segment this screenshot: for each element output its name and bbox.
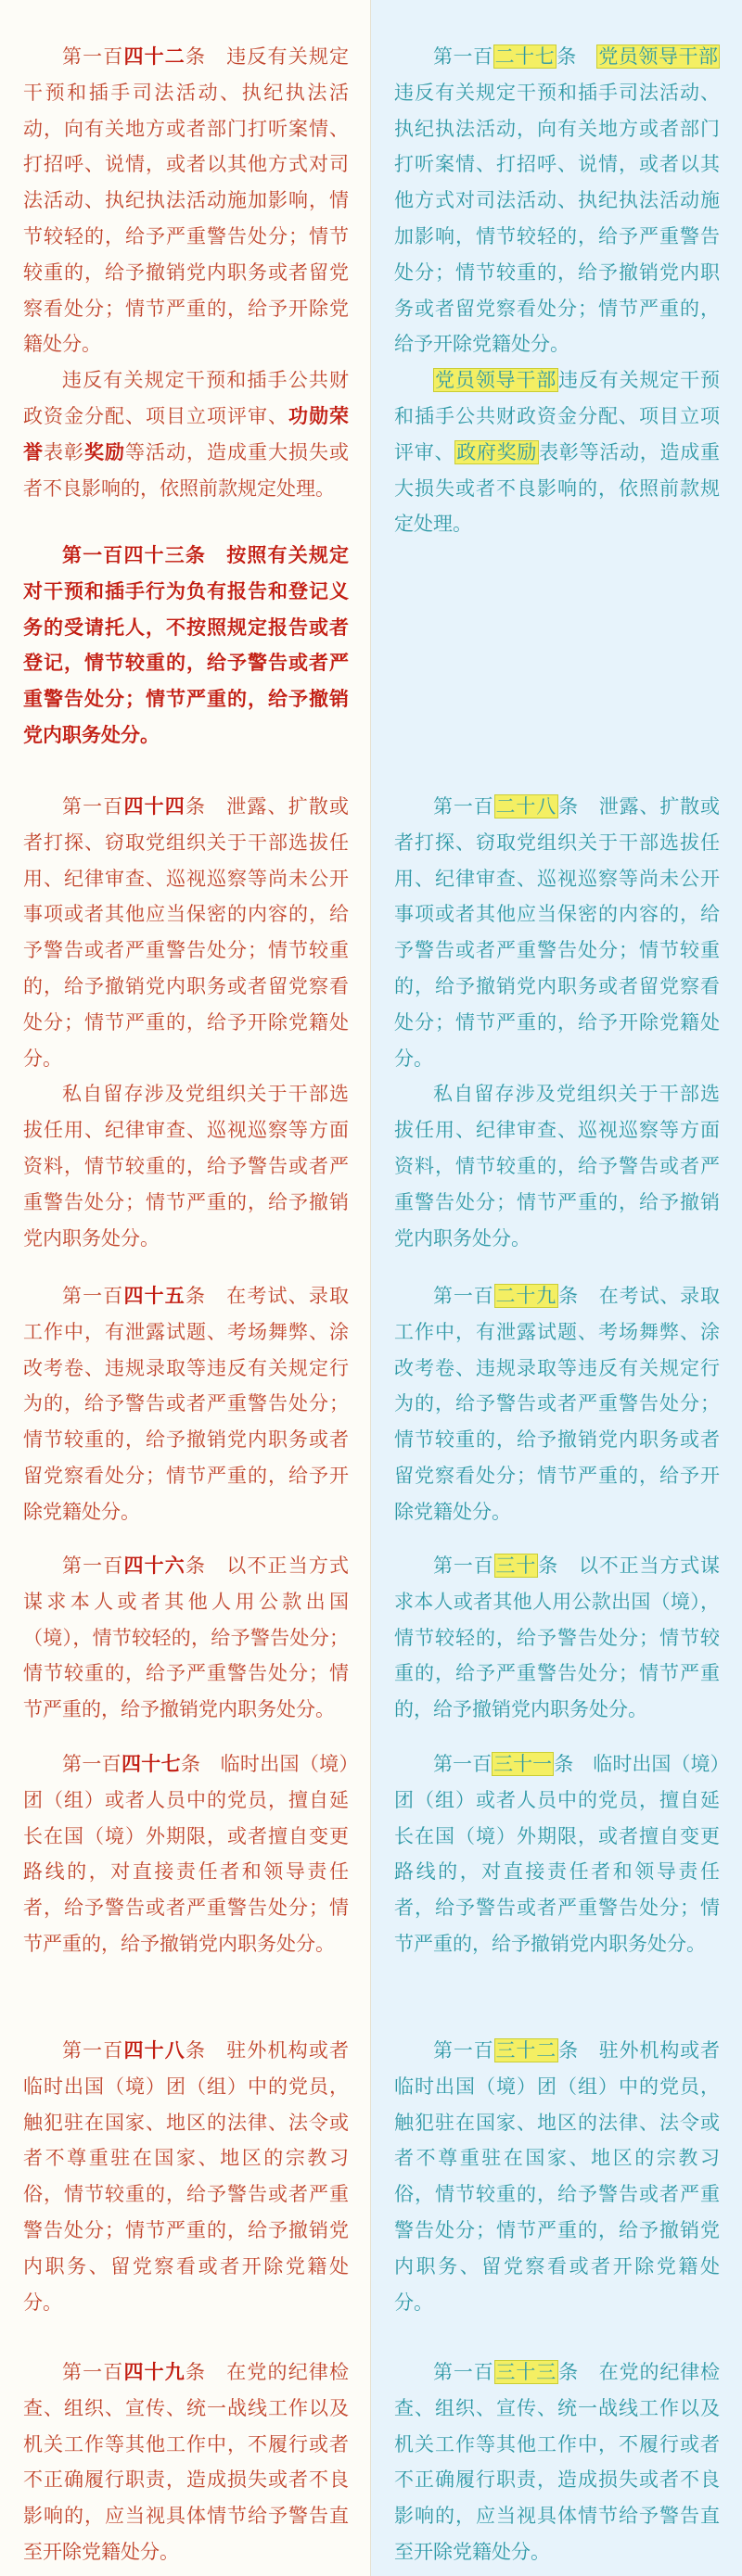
article-text: 等活动，造成重大损失或者不良影响的，依照前款规定处理。 xyxy=(23,440,349,500)
article-prefix: 第一百 xyxy=(433,1285,494,1307)
article-text: 条 违反有关规定干预和插手司法活动、执纪执法活动，向有关地方或者部门打听案情、打招呼、说情，或者以其他方式对司法活动、执纪执法活动施加影响，情节较轻的，给予严重警告处分；情节较重的，给予撤销党内职务或者留党察看处分；情节严重的，给予开除党籍处分。 xyxy=(23,45,350,356)
article-148 xyxy=(0,2033,371,2320)
article-132 xyxy=(371,2033,742,2320)
highlighted-article-number: 三十 xyxy=(495,1554,537,1577)
article-146 xyxy=(0,1548,371,1728)
highlighted-article-number: 三十二 xyxy=(495,2039,557,2062)
article-128 xyxy=(371,789,742,1256)
article-133 xyxy=(371,2354,742,2570)
article-132-para-1 xyxy=(394,2033,720,2320)
changed-term: 功勋荣誉 xyxy=(23,404,349,463)
highlighted-article-number: 二十七 xyxy=(494,45,556,68)
article-prefix: 第一百 xyxy=(62,45,124,68)
article-prefix: 第一百 xyxy=(62,2361,124,2383)
article-text: 条 以不正当方式谋求本人或者其他人用公款出国（境），情节较轻的，给予警告处分；情节较重的，给予严重警告处分；情节严重的，给予撤销党内职务处分。 xyxy=(394,1554,721,1721)
article-145-para-1 xyxy=(23,1278,349,1530)
article-130 xyxy=(371,1548,742,1728)
article-145 xyxy=(0,1278,371,1530)
article-149-para-1 xyxy=(23,2354,349,2570)
article-number: 四十四 xyxy=(123,795,186,818)
article-text: 条 驻外机构或者临时出国（境）团（组）中的党员，触犯驻在国家、地区的法律、法令或者不尊重驻在国家、地区的宗教习俗，情节较重的，给予警告或者严重警告处分；情节严重的，给予撤销党内职务、留党察看或者开除党籍处分。 xyxy=(23,2039,350,2314)
article-text: 条 泄露、扩散或者打探、窃取党组织关于干部选拔任用、纪律审查、巡视巡察等尚未公开事项或者其他应当保密的内容的，给予警告或者严重警告处分；情节较重的，给予撤销党内职务或者留党察看处分；情节严重的，给予开除党籍处分。 xyxy=(394,795,721,1070)
article-text: 违反有关规定干预和插手公共财政资金分配、项目立项评审、 xyxy=(394,369,721,463)
highlighted-term: 党员领导干部 xyxy=(598,45,719,68)
article-prefix: 第一百 xyxy=(433,1554,494,1577)
article-144-para-1 xyxy=(23,789,349,1076)
article-text: 表彰等活动，造成重大损失或者不良影响的，依照前款规定处理。 xyxy=(394,440,721,536)
highlighted-article-number: 二十九 xyxy=(495,1285,557,1307)
article-133-para-1 xyxy=(394,2354,720,2570)
article-129 xyxy=(371,1278,742,1530)
article-number: 四十八 xyxy=(123,2039,186,2062)
article-text: 条 驻外机构或者临时出国（境）团（组）中的党员，触犯驻在国家、地区的法律、法令或者不尊重驻在国家、地区的宗教习俗，情节较重的，给予警告或者严重警告处分；情节严重的，给予撤销党内职务、留党察看或者开除党籍处分。 xyxy=(394,2039,721,2314)
article-text: 违反有关规定干预和插手司法活动、执纪执法活动，向有关地方或者部门打听案情、打招呼、说情，或者以其他方式对司法活动、执纪执法活动施加影响，情节较轻的，给予严重警告处分；情节较重的，给予撤销党内职务或者留党察看处分；情节严重的，给予开除党籍处分。 xyxy=(394,81,720,356)
article-text: 条 泄露、扩散或者打探、窃取党组织关于干部选拔任用、纪律审查、巡视巡察等尚未公开事项或者其他应当保密的内容的，给予警告或者严重警告处分；情节较重的，给予撤销党内职务或者留党察看处分；情节严重的，给予开除党籍处分。 xyxy=(23,795,350,1070)
article-number: 四十二 xyxy=(123,45,186,68)
article-prefix: 第一百 xyxy=(433,1753,493,1775)
article-146-para-1 xyxy=(23,1548,349,1728)
article-143 xyxy=(0,538,371,754)
article-text: 条 临时出国（境）团（组）或者人员中的党员，擅自延长在国（境）外期限，或者擅自变更路线的，对直接责任者和领导责任者，给予警告或者严重警告处分；情节严重的，给予撤销党内职务处分。 xyxy=(23,1753,350,1955)
article-131-para-1 xyxy=(394,1746,720,1962)
article-142-para-2 xyxy=(23,362,349,506)
article-prefix: 第一百 xyxy=(433,795,494,818)
article-number: 四十九 xyxy=(123,2361,186,2383)
article-127 xyxy=(371,39,742,542)
new-article-text: 第一百四十三条 按照有关规定对干预和插手行为负有报告和登记义务的受请托人，不按照规定报告或者登记，情节较重的，给予警告或者严重警告处分；情节严重的，给予撤销党内职务处分。 xyxy=(23,544,349,746)
article-number: 四十五 xyxy=(123,1285,186,1307)
article-147-para-1 xyxy=(23,1746,349,1962)
article-142 xyxy=(0,39,371,506)
article-128-para-2: 私自留存涉及党组织关于干部选拔任用、纪律审查、巡视巡察等方面资料，情节较重的，给予警告或者严重警告处分；情节严重的，给予撤销党内职务处分。 xyxy=(394,1083,720,1250)
highlighted-term: 政府奖励 xyxy=(456,440,538,463)
article-text: 条 临时出国（境）团（组）或者人员中的党员，擅自延长在国（境）外期限，或者擅自变更路线的，对直接责任者和领导责任者，给予警告或者严重警告处分；情节严重的，给予撤销党内职务处分。 xyxy=(394,1753,721,1955)
article-text: 条 在考试、录取工作中，有泄露试题、考场舞弊、涂改考卷、违规录取等违反有关规定行为的，给予警告或者严重警告处分；情节较重的，给予撤销党内职务或者留党察看处分；情节严重的，给予开除党籍处分。 xyxy=(23,1285,350,1523)
highlighted-article-number: 二十八 xyxy=(495,795,557,818)
article-prefix: 第一百 xyxy=(62,1753,122,1775)
changed-term: 奖励 xyxy=(84,440,125,463)
article-prefix: 第一百 xyxy=(62,1285,124,1307)
article-text: 违反有关规定干预和插手公共财政资金分配、项目立项评审、 xyxy=(23,369,349,427)
article-number: 四十七 xyxy=(121,1753,181,1775)
article-text: 条 xyxy=(556,45,597,68)
article-text: 条 以不正当方式谋求本人或者其他人用公款出国（境），情节较轻的，给予警告处分；情节较重的，给予严重警告处分；情节严重的，给予撤销党内职务处分。 xyxy=(23,1554,350,1721)
article-131 xyxy=(371,1746,742,1962)
article-text: 条 在党的纪律检查、组织、宣传、统一战线工作以及机关工作等其他工作中，不履行或者不正确履行职责，造成损失或者不良影响的，应当视具体情节给予警告直至开除党籍处分。 xyxy=(394,2361,721,2563)
article-148-para-1 xyxy=(23,2033,349,2320)
highlighted-term: 党员领导干部 xyxy=(435,369,557,392)
article-prefix: 第一百 xyxy=(62,2039,124,2062)
article-prefix: 第一百 xyxy=(433,2361,494,2383)
article-prefix: 第一百 xyxy=(433,45,493,68)
article-142-para-1 xyxy=(23,39,349,362)
article-prefix: 第一百 xyxy=(433,2039,494,2062)
article-147 xyxy=(0,1746,371,1962)
article-129-para-1 xyxy=(394,1278,720,1530)
right-column xyxy=(371,0,742,2576)
article-128-para-1 xyxy=(394,789,720,1076)
article-text: 条 在考试、录取工作中，有泄露试题、考场舞弊、涂改考卷、违规录取等违反有关规定行为的，给予警告或者严重警告处分；情节较重的，给予撤销党内职务或者留党察看处分；情节严重的，给予开除党籍处分。 xyxy=(394,1285,721,1523)
article-130-para-1 xyxy=(394,1548,720,1728)
article-127-para-1 xyxy=(394,39,720,362)
article-149 xyxy=(0,2354,371,2570)
article-text: 表彰 xyxy=(44,440,84,463)
article-number: 四十六 xyxy=(123,1554,186,1577)
article-text: 条 在党的纪律检查、组织、宣传、统一战线工作以及机关工作等其他工作中，不履行或者不正确履行职责，造成损失或者不良影响的，应当视具体情节给予警告直至开除党籍处分。 xyxy=(23,2361,350,2563)
article-144 xyxy=(0,789,371,1256)
highlighted-article-number: 三十一 xyxy=(493,1753,553,1775)
article-prefix: 第一百 xyxy=(62,1554,124,1577)
article-144-para-2: 私自留存涉及党组织关于干部选拔任用、纪律审查、巡视巡察等方面资料，情节较重的，给予警告或者严重警告处分；情节严重的，给予撤销党内职务处分。 xyxy=(23,1083,349,1250)
article-prefix: 第一百 xyxy=(62,795,124,818)
highlighted-article-number: 三十三 xyxy=(495,2361,557,2383)
article-127-para-2 xyxy=(394,362,720,542)
